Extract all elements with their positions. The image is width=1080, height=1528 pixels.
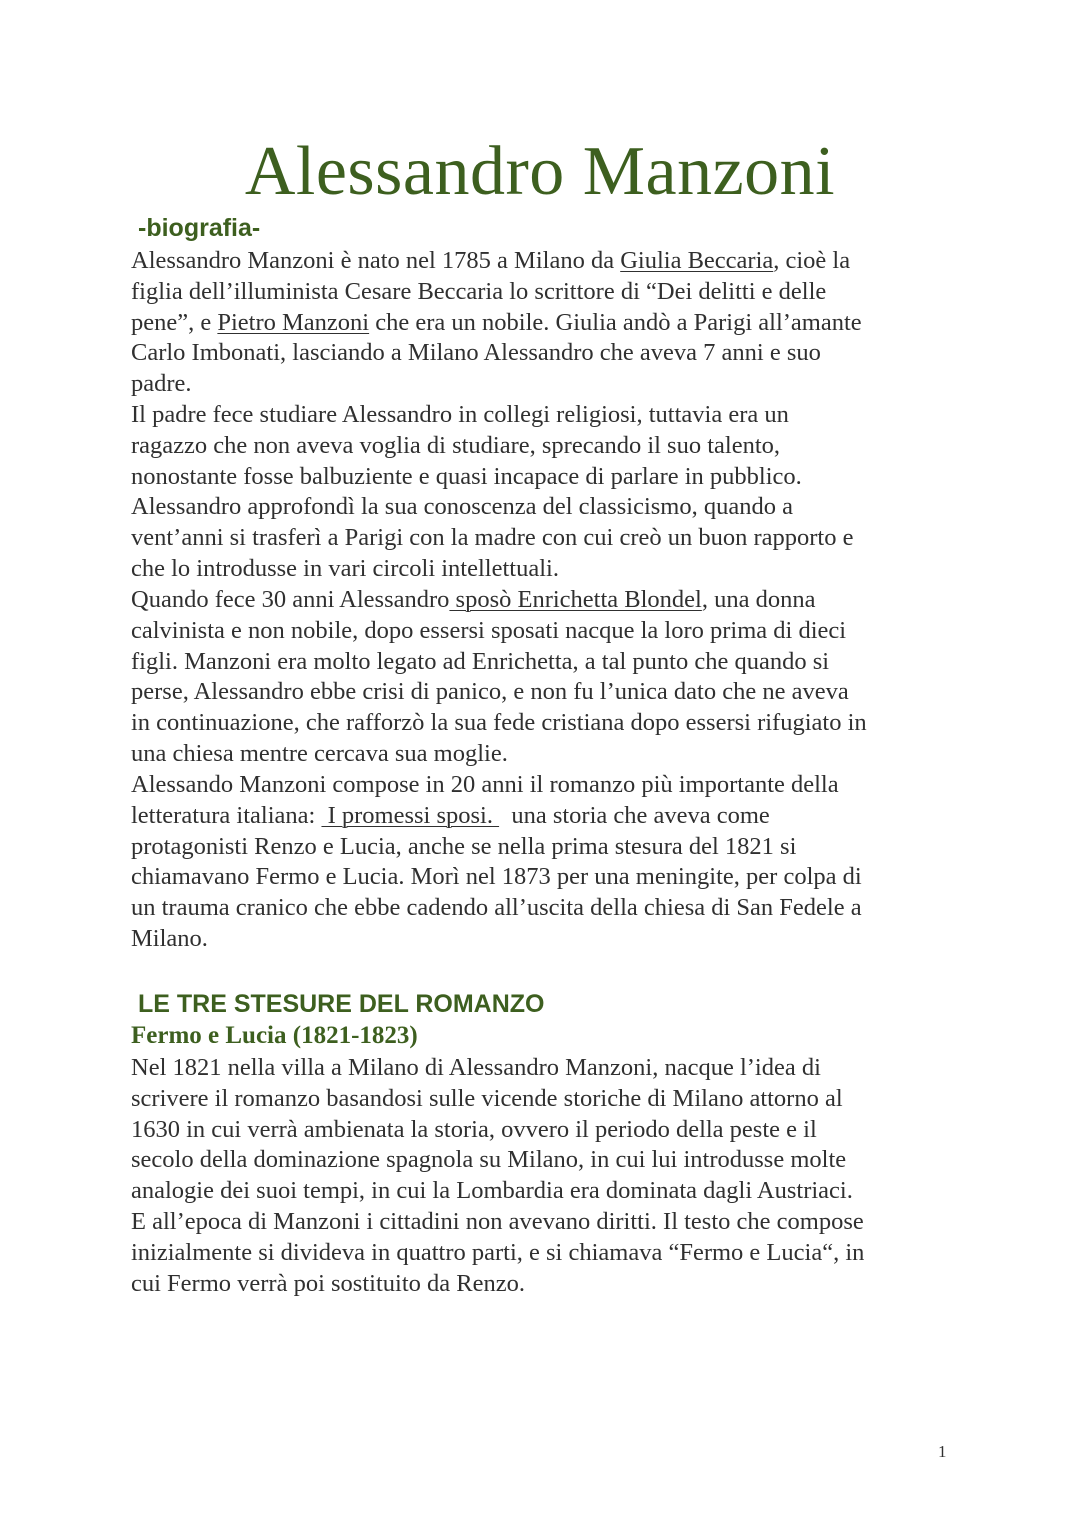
fermo-e-lucia-subheading: Fermo e Lucia (1821-1823) [131, 1022, 418, 1049]
text-line: padre. [131, 370, 192, 398]
text-line: 1630 in cui verrà ambienata la storia, ovvero il periodo della peste e il [131, 1115, 817, 1143]
biography-paragraph-4 [131, 585, 961, 770]
text-line: inizialmente si divideva in quattro parti, e si chiamava “Fermo e Lucia“, in [131, 1238, 865, 1266]
text-line: Alessandro approfondì la sua conoscenza del classicismo, quando a [131, 493, 793, 520]
link-pietro-manzoni[interactable]: Pietro Manzoni [217, 308, 370, 336]
text-line: Quando fece 30 anni Alessandro sposò Enrichetta Blondel, una donna [131, 586, 816, 613]
biography-paragraph-5 [131, 770, 961, 955]
link-giulia-beccaria[interactable]: Giulia Beccaria [620, 247, 774, 274]
biography-paragraph-1 [131, 246, 961, 400]
text-line: pene”, e Pietro Manzoni che era un nobile. Giulia andò a Parigi all’amante [131, 308, 862, 336]
text-line: un trauma cranico che ebbe cadendo all’uscita della chiesa di San Fedele a [131, 894, 862, 922]
biography-label: -biografia- [138, 214, 261, 242]
text-line: protagonisti Renzo e Lucia, anche se nella prima stesura del 1821 si [131, 832, 797, 860]
text-line: Il padre fece studiare Alessandro in collegi religiosi, tuttavia era un [131, 401, 789, 428]
text-line: nonostante fosse balbuziente e quasi incapace di parlare in pubblico. [131, 462, 802, 490]
text-line: chiamavano Fermo e Lucia. Morì nel 1873 per una meningite, per colpa di [131, 863, 862, 891]
text-line: ragazzo che non aveva voglia di studiare, sprecando il suo talento, [131, 431, 781, 459]
text-line: calvinista e non nobile, dopo essersi sposati nacque la loro prima di dieci [131, 616, 847, 644]
biography-paragraph-3 [131, 492, 961, 584]
text-line: Milano. [131, 924, 208, 952]
text-line: scrivere il romanzo basandosi sulle vicende storiche di Milano attorno al [131, 1084, 843, 1112]
text-line: Nel 1821 nella villa a Milano di Alessandro Manzoni, nacque l’idea di [131, 1054, 821, 1081]
text-line: analogie dei suoi tempi, in cui la Lombardia era dominata dagli Austriaci. [131, 1177, 853, 1205]
text-line: vent’anni si trasferì a Parigi con la madre con cui creò un buon rapporto e [131, 523, 854, 551]
text-line: in continuazione, che rafforzò la sua fede cristiana dopo essersi rifugiato in [131, 709, 867, 737]
text-line: una chiesa mentre cercava sua moglie. [131, 739, 508, 767]
text-line: Carlo Imbonati, lasciando a Milano Alessandro che aveva 7 anni e suo [131, 339, 821, 367]
page-number: 1 [938, 1442, 947, 1461]
biography-paragraph-2 [131, 400, 961, 492]
stesure-paragraph-1 [131, 1053, 961, 1299]
text-line: figlia dell’illuminista Cesare Beccaria lo scrittore di “Dei delitti e delle [131, 277, 827, 305]
text-line: Alessando Manzoni compose in 20 anni il romanzo più importante della [131, 771, 839, 798]
text-line: che lo introdusse in vari circoli intellettuali. [131, 554, 559, 582]
text-line: Alessandro Manzoni è nato nel 1785 a Milano da Giulia Beccaria, cioè la [131, 247, 851, 274]
page-title: Alessandro Manzoni [244, 133, 836, 210]
text-line: E all’epoca di Manzoni i cittadini non avevano diritti. Il testo che compose [131, 1207, 864, 1235]
text-line: secolo della dominazione spagnola su Milano, in cui lui introdusse molte [131, 1146, 847, 1174]
link-enrichetta-blondel[interactable]: sposò Enrichetta Blondel [449, 586, 702, 613]
text-line: figli. Manzoni era molto legato ad Enrichetta, a tal punto che quando si [131, 647, 830, 675]
text-line: letteratura italiana: I promessi sposi. una storia che aveva come [131, 801, 770, 829]
text-line: perse, Alessandro ebbe crisi di panico, e non fu l’unica dato che ne aveva [131, 678, 849, 706]
stesure-heading: LE TRE STESURE DEL ROMANZO [138, 990, 545, 1018]
link-promessi-sposi[interactable]: I promessi sposi. [321, 801, 500, 829]
text-line: cui Fermo verrà poi sostituito da Renzo. [131, 1269, 525, 1297]
